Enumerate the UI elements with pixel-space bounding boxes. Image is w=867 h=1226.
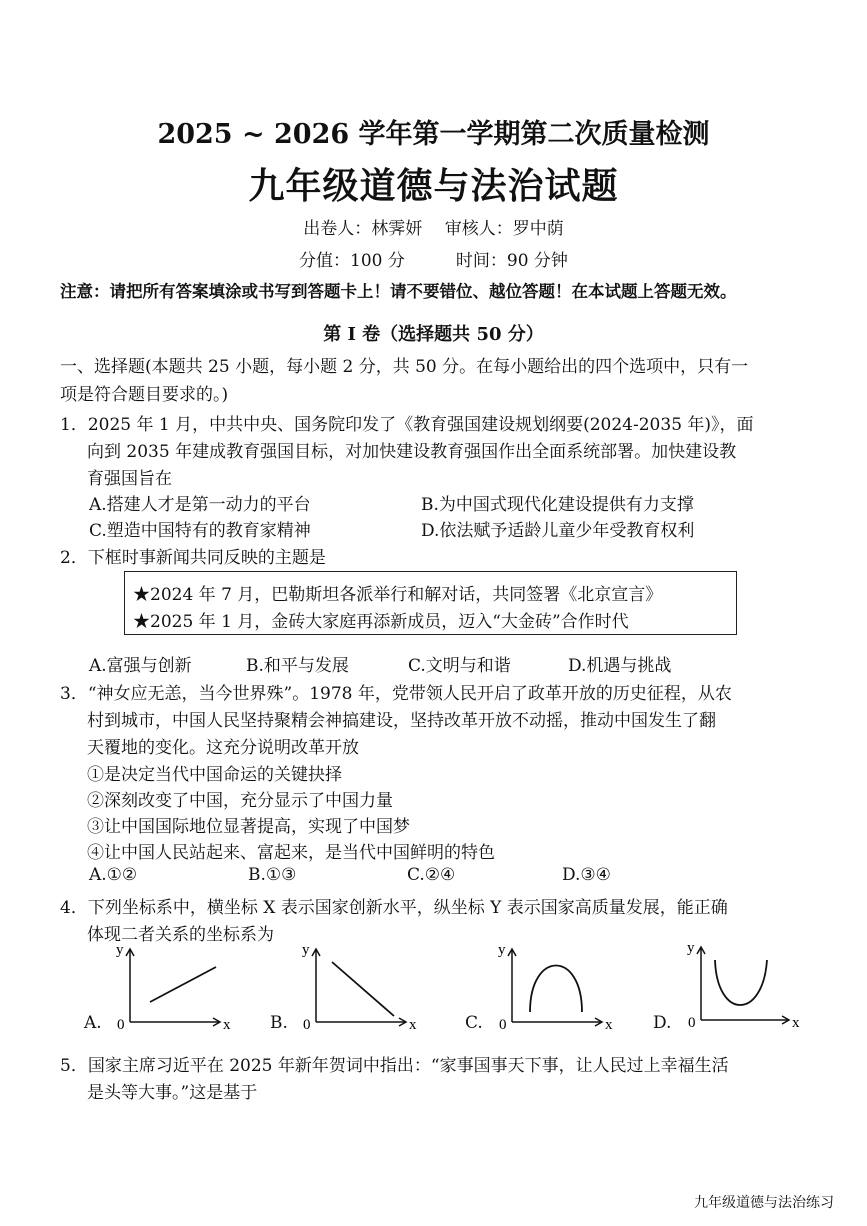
- exam-authors: 出卷人：林霁妍 审核人：罗中荫: [303, 219, 564, 239]
- q1-line2: 向到 2035 年建成教育强国目标，对加快建设教育强国作出全面系统部署。加快建设教: [87, 442, 737, 462]
- y-axis-label: y: [687, 940, 695, 956]
- origin-label: 0: [688, 1015, 696, 1031]
- q2-option-a: A.富强与创新: [89, 656, 192, 676]
- q3-statement-3: ③让中国国际地位显著提高，实现了中国梦: [87, 817, 410, 837]
- q4-line1: 4．下列坐标系中，横坐标 X 表示国家创新水平，纵坐标 Y 表示国家高质量发展，能正确: [60, 898, 728, 918]
- q5-line1: 5．国家主席习近平在 2025 年新年贺词中指出：“家事国事天下事，让人民过上幸福生活: [60, 1056, 729, 1076]
- x-axis-label: x: [223, 1017, 231, 1033]
- x-axis-label: x: [409, 1017, 417, 1033]
- q1-option-b: B.为中国式现代化建设提供有力支撑: [421, 495, 694, 515]
- q4-graph-b-letter: B.: [270, 1013, 288, 1033]
- page-footer: 九年级道德与法治练习: [694, 1194, 834, 1210]
- exam-notice: 注意：请把所有答案填涂或书写到答题卡上！请不要错位、越位答题！在本试题上答题无效。: [60, 282, 737, 301]
- exam-meta: 分值：100 分 时间：90 分钟: [299, 251, 568, 271]
- q2-stem: 2．下框时事新闻共同反映的主题是: [60, 548, 326, 568]
- y-axis-label: y: [116, 942, 124, 958]
- q3-option-b: B.①③: [248, 865, 297, 885]
- q5-line2: 是头等大事。”这是基于: [87, 1083, 258, 1103]
- inverted-u-curve: [530, 966, 582, 1013]
- section-instructions-line2: 项是符合题目要求的。): [60, 385, 229, 405]
- x-axis-label: x: [792, 1015, 800, 1031]
- decreasing-line: [332, 962, 394, 1016]
- q2-option-c: C.文明与和谐: [408, 656, 511, 676]
- y-axis-label: y: [302, 942, 310, 958]
- exam-title: 2025 ~ 2026 学年第一学期第二次质量检测: [157, 119, 710, 150]
- section-instructions-line1: 一、选择题(本题共 25 小题，每小题 2 分，共 50 分。在每小题给出的四个选项中，只有一: [60, 357, 749, 377]
- q2-news-item-1: ★2024 年 7 月，巴勒斯坦各派举行和解对话，共同签署《北京宣言》: [133, 585, 663, 605]
- q1-option-c: C.塑造中国特有的教育家精神: [89, 521, 311, 541]
- q2-news-box: [124, 571, 737, 635]
- q3-statement-2: ②深刻改变了中国，充分显示了中国力量: [87, 791, 393, 811]
- section-title: 第 I 卷（选择题共 50 分）: [323, 324, 544, 345]
- q4-graph-b: [294, 940, 424, 1035]
- increasing-line: [150, 967, 216, 1002]
- origin-label: 0: [499, 1017, 507, 1033]
- x-axis-label: x: [605, 1017, 613, 1033]
- origin-label: 0: [303, 1017, 311, 1033]
- q2-news-item-2: ★2025 年 1 月，金砖大家庭再添新成员，迈入“大金砖”合作时代: [133, 612, 629, 632]
- q4-line2: 体现二者关系的坐标系为: [87, 925, 274, 945]
- origin-label: 0: [117, 1017, 125, 1033]
- q3-line3: 天覆地的变化。这充分说明改革开放: [87, 738, 359, 758]
- q4-graph-a: [108, 940, 238, 1035]
- y-axis-label: y: [498, 942, 506, 958]
- exam-subtitle: 九年级道德与法治试题: [248, 165, 619, 207]
- u-shape-curve: [715, 960, 767, 1005]
- q3-option-a: A.①②: [89, 865, 138, 885]
- q3-statement-1: ①是决定当代中国命运的关键抉择: [87, 765, 342, 785]
- q4-graph-d: [679, 938, 809, 1033]
- q1-option-a: A.搭建人才是第一动力的平台: [89, 495, 311, 515]
- q1-option-d: D.依法赋予适龄儿童少年受教育权利: [421, 521, 695, 541]
- q2-option-d: D.机遇与挑战: [568, 656, 672, 676]
- q3-line1: 3．“神女应无恙，当今世界殊”。1978 年，党带领人民开启了政革开放的历史征程，从农: [60, 684, 732, 704]
- q4-graph-c-letter: C.: [465, 1013, 483, 1033]
- q4-graph-d-letter: D.: [653, 1013, 672, 1033]
- q3-line2: 村到城市，中国人民坚持聚精会神搞建设，坚持改革开放不动摇，推动中国发生了翻: [87, 711, 716, 731]
- q3-statement-4: ④让中国人民站起来、富起来，是当代中国鲜明的特色: [87, 843, 495, 863]
- q1-line3: 育强国旨在: [87, 469, 172, 489]
- q4-graph-a-letter: A.: [84, 1013, 102, 1033]
- q3-option-d: D.③④: [562, 865, 611, 885]
- q4-graph-c: [490, 940, 620, 1035]
- q2-option-b: B.和平与发展: [246, 656, 349, 676]
- q1-line1: 1．2025 年 1 月，中共中央、国务院印发了《教育强国建设规划纲要(2024-2035 年)》，面: [60, 415, 754, 435]
- q3-option-c: C.②④: [407, 865, 456, 885]
